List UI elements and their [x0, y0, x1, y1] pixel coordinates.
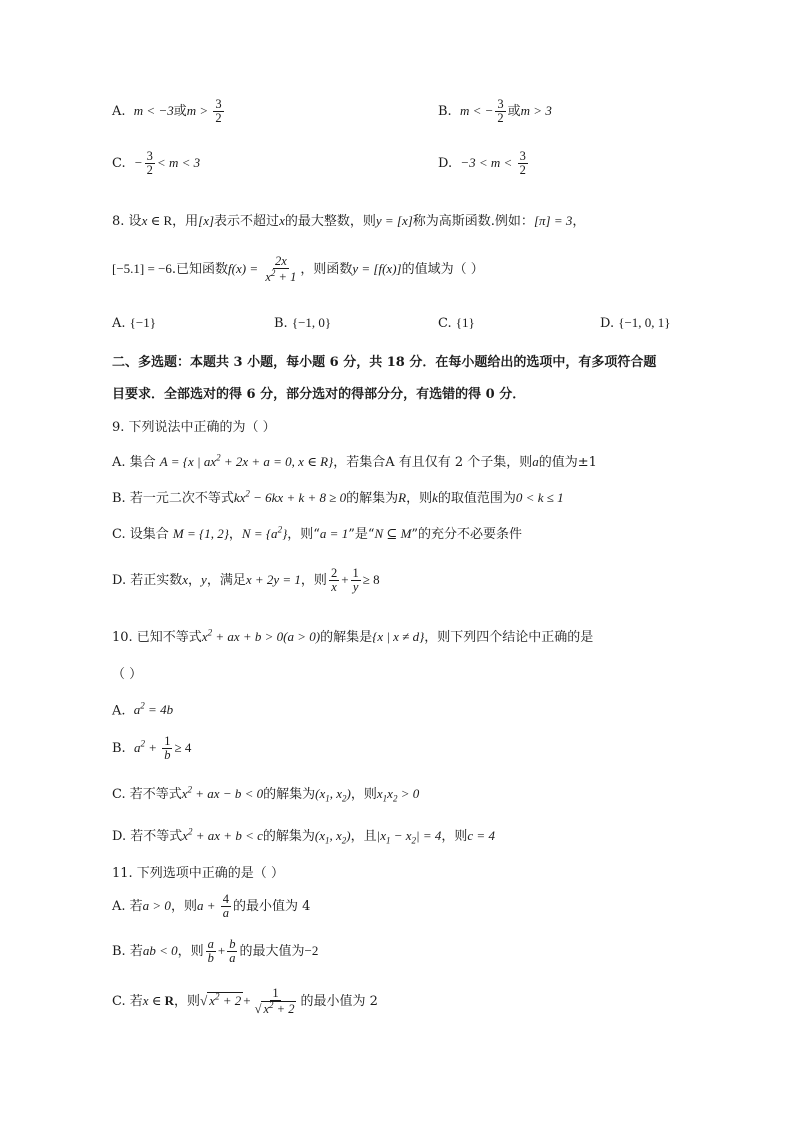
q7-option-d-label: D.	[438, 156, 453, 172]
q9-option-c: C. 设集合 M = {1, 2}，$N = \{a^2\}$，则“a = 1”是“N ⊆ M”的充分不必要条件	[112, 524, 523, 542]
q7-option-b-label: B.	[438, 104, 452, 120]
q9-stem: 9. 下列说法中正确的为（ ）	[112, 420, 276, 435]
q9-option-d: D. 若正实数x，y，满足x + 2y = 1，则 $\frac{2}{x}$ + $\frac{1}{y}$ ≥ 8	[112, 566, 380, 595]
q9-option-a: A. 集合 A = {x | $ax^2 + 2x + a = 0$, x ∈ R}，若集合A 有且仅有 2 个子集，则a的值为±1	[112, 452, 597, 470]
q10-option-d: D. 若不等式$x^2$ + ax + b < c的解集为($x_1$, $x_2$)，且$|x_1 - x_2| = 4$，则c = 4	[112, 826, 495, 846]
q7-option-a-math: m < −3	[133, 103, 174, 119]
q10-option-b: B. $a^2$ + $\frac{1}{b}$ ≥ 4	[112, 734, 192, 763]
q11-option-c: C. 若x ∈ R，则√ $x^2 + 2$ + $\frac{1}{√ x^2 + 2}$ 的最小值为 2	[112, 986, 378, 1017]
q8-option-d: D. {−1, 0, 1}	[600, 315, 671, 331]
q10-stem: 10. 已知不等式$x^2$ + ax + b > 0(a > 0)的解集是{x | x ≠ d}，则下列四个结论中正确的是	[112, 627, 594, 645]
section2-header-line1: 二、多选题：本题共 3 小题，每小题 6 分，共 18 分．在每小题给出的选项中，有多项符合题	[112, 355, 657, 370]
q7-option-a-label: A.	[112, 104, 126, 120]
q11-stem: 11. 下列选项中正确的是（ ）	[112, 866, 284, 881]
q10-option-a: A. $a^2 = 4b$	[112, 701, 174, 719]
q8-line1: 8. 设x ∈ R，用[x]表示不超过x的最大整数，则y = [x]称为高斯函数.例如：[π] = 3，	[112, 213, 586, 229]
q7-option-c: C. − $\frac{3}{2}$ < m < 3	[112, 149, 201, 178]
q9-option-b: B. 若一元二次不等式$kx^2 - 6kx + k + 8 \ge 0$的解集为R，则k的取值范围为0 < k ≤ 1	[112, 488, 564, 506]
section2-header-line2: 目要求．全部选对的得 6 分，部分选对的得部分分，有选错的得 0 分．	[112, 387, 526, 402]
q7-option-a: A. m < −3或m > $\frac{3}{2}$	[112, 97, 222, 126]
q7-option-c-label: C.	[112, 156, 126, 172]
q8-option-c: C. {1}	[438, 315, 475, 331]
q7-option-d: D. −3 < m < $\frac{3}{2}$	[438, 149, 526, 178]
q7-option-b: B. m < − $\frac{3}{2}$ 或m > 3	[438, 97, 552, 126]
q11-option-b: B. 若ab < 0，则 $\frac{a}{b}$ + $\frac{b}{a}$ 的最大值为−2	[112, 937, 319, 966]
q8-line2: [−5.1] = −6.已知函数f(x) = $\frac{2x}{x^2 + 1}$ ，则函数y = [f(x)]的值域为（ ）	[112, 254, 484, 285]
q11-option-a: A. 若a > 0，则a + $\frac{4}{a}$ 的最小值为 4	[112, 892, 311, 921]
q10-option-c: C. 若不等式$x^2$ + ax − b < 0的解集为($x_1$, $x_2$)，则$x_1x_2 > 0$	[112, 784, 420, 804]
q8-option-b: B. {−1, 0}	[274, 315, 332, 331]
q10-paren: （ ）	[112, 667, 143, 682]
q8-option-a: A. {−1}	[112, 315, 156, 331]
